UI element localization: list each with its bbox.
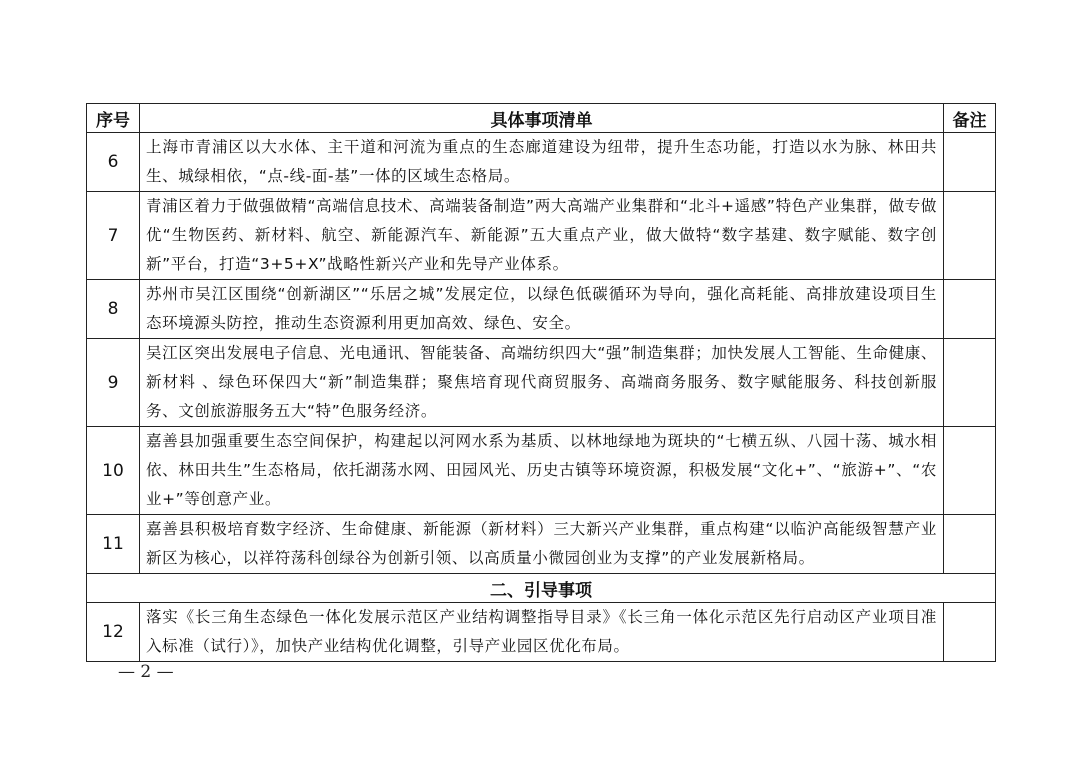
row-note bbox=[944, 427, 996, 515]
row-note bbox=[944, 603, 996, 662]
page-number: — 2 — bbox=[118, 662, 174, 682]
row-seq: 12 bbox=[87, 603, 140, 662]
row-text: 青浦区着力于做强做精“高端信息技术、高端装备制造”两大高端产业集群和“北斗+遥感”特色产业集群，做专做优“生物医药、新材料、航空、新能源汽车、新能源”五大重点产业，做大做特“数字基建、数字赋能、数字创新”平台，打造“3+5+X”战略性新兴产业和先导产业体系。 bbox=[140, 192, 944, 280]
header-note: 备注 bbox=[944, 104, 996, 133]
section-title: 二、引导事项 bbox=[87, 574, 996, 603]
row-note bbox=[944, 133, 996, 192]
table-row bbox=[87, 427, 996, 515]
table-row bbox=[87, 192, 996, 280]
row-text: 吴江区突出发展电子信息、光电通讯、智能装备、高端纺织四大“强”制造集群；加快发展人工智能、生命健康、新材料 、绿色环保四大“新”制造集群；聚焦培育现代商贸服务、高端商务服务、数字赋能服务、科技创新服务、文创旅游服务五大“特”色服务经济。 bbox=[140, 339, 944, 427]
header-seq: 序号 bbox=[87, 104, 140, 133]
row-text: 上海市青浦区以大水体、主干道和河流为重点的生态廊道建设为纽带，提升生态功能，打造以水为脉、林田共生、城绿相依，“点-线-面-基”一体的区域生态格局。 bbox=[140, 133, 944, 192]
row-text: 嘉善县积极培育数字经济、生命健康、新能源（新材料）三大新兴产业集群，重点构建“以临沪高能级智慧产业新区为核心，以祥符荡科创绿谷为创新引领、以高质量小微园创业为支撑”的产业发展新格局。 bbox=[140, 515, 944, 574]
row-seq: 7 bbox=[87, 192, 140, 280]
header-row bbox=[87, 104, 996, 133]
table-row bbox=[87, 339, 996, 427]
row-note bbox=[944, 339, 996, 427]
row-text: 苏州市吴江区围绕“创新湖区”“乐居之城”发展定位，以绿色低碳循环为导向，强化高耗能、高排放建设项目生态环境源头防控，推动生态资源利用更加高效、绿色、安全。 bbox=[140, 280, 944, 339]
row-note bbox=[944, 192, 996, 280]
table-row bbox=[87, 133, 996, 192]
section-header-row bbox=[87, 574, 996, 603]
header-item: 具体事项清单 bbox=[140, 104, 944, 133]
table-row bbox=[87, 603, 996, 662]
row-seq: 11 bbox=[87, 515, 140, 574]
table-row bbox=[87, 280, 996, 339]
row-text: 落实《长三角生态绿色一体化发展示范区产业结构调整指导目录》《长三角一体化示范区先行启动区产业项目准入标准（试行）》，加快产业结构优化调整，引导产业园区优化布局。 bbox=[140, 603, 944, 662]
row-seq: 6 bbox=[87, 133, 140, 192]
row-text: 嘉善县加强重要生态空间保护，构建起以河网水系为基质、以林地绿地为斑块的“七横五纵、八园十荡、城水相依、林田共生”生态格局，依托湖荡水网、田园风光、历史古镇等环境资源，积极发展“文化+”、“旅游+”、“农业+”等创意产业。 bbox=[140, 427, 944, 515]
row-note bbox=[944, 280, 996, 339]
item-list-table bbox=[86, 103, 996, 662]
row-seq: 10 bbox=[87, 427, 140, 515]
row-seq: 9 bbox=[87, 339, 140, 427]
table-row bbox=[87, 515, 996, 574]
row-note bbox=[944, 515, 996, 574]
row-seq: 8 bbox=[87, 280, 140, 339]
